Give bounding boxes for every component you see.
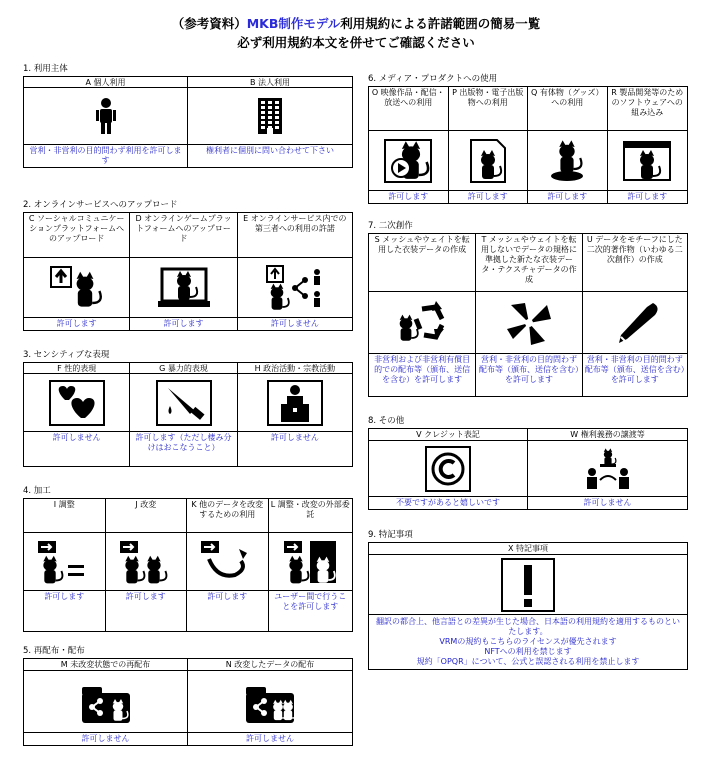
permission-cell — [528, 87, 608, 203]
pen-icon — [607, 299, 663, 347]
title-line-1 — [0, 14, 712, 33]
section-label: 3. センシティブな表現 — [23, 350, 110, 360]
pictogram — [24, 258, 129, 318]
section-table — [23, 212, 353, 331]
pictogram — [369, 292, 475, 354]
permission-status: ユーザー間で行うことを許可します — [274, 592, 347, 611]
permission-cell — [24, 213, 130, 330]
permission-cell — [238, 363, 352, 466]
cell-header: W 権利義務の譲渡等 — [528, 429, 687, 441]
outsource-icon — [282, 539, 338, 585]
title-suffix: 利用規約による許諾範囲の簡易一覧 — [340, 16, 541, 31]
cell-header: U データをモチーフにした二次的著作物（いわゆる二次創作）の作成 — [583, 234, 687, 292]
pictogram — [269, 533, 352, 591]
permission-cell — [476, 234, 582, 396]
redistribute-icon — [78, 679, 134, 725]
pictogram — [583, 292, 687, 354]
permission-cell — [106, 499, 188, 631]
pictogram — [130, 258, 236, 318]
person-icon — [89, 96, 123, 136]
section-label: 1. 利用主体 — [23, 64, 68, 74]
permission-status: 許可します — [467, 192, 508, 201]
fan-icon — [501, 299, 557, 347]
permission-status: 権利者に個別に問い合わせて下さい — [206, 146, 334, 155]
adjust-icon — [36, 539, 92, 585]
pictogram — [188, 671, 352, 733]
permission-status: 許可します — [547, 192, 588, 201]
permission-status: 許可します（ただし棲み分けはおこなうこと） — [135, 433, 232, 452]
cell-header: M 未改変状態での再配布 — [24, 659, 187, 671]
pictogram — [24, 671, 187, 733]
share-users-icon — [265, 264, 325, 312]
permission-cell — [449, 87, 529, 203]
permission-cell — [369, 429, 528, 509]
cell-header: N 改変したデータの配布 — [188, 659, 352, 671]
publication-icon — [463, 138, 513, 184]
section-table — [23, 658, 353, 746]
modify-icon — [118, 539, 174, 585]
cell-header: J 改変 — [106, 499, 187, 533]
permission-cell — [24, 363, 130, 466]
permission-status: 営利・非営利の目的問わず配布等（頒布、送信を含む）を許可します — [584, 355, 685, 384]
pictogram — [369, 441, 527, 497]
permission-status: 不要ですがあると嬉しいです — [396, 498, 500, 507]
notes-list — [369, 615, 687, 669]
section-label: 9. 特記事項 — [368, 530, 413, 540]
section-label: 5. 再配布・配布 — [23, 646, 85, 656]
building-icon — [253, 96, 287, 136]
permission-status: 営利・非営利の目的問わず配布等（頒布、送信を含む）を許可します — [478, 355, 579, 384]
pictogram — [130, 374, 236, 432]
cell-header: L 調整・改変の外部委託 — [269, 499, 352, 533]
section-table — [23, 498, 353, 632]
cell-header: C ソーシャルコミュニケーションプラットフォームへのアップロード — [24, 213, 129, 258]
section-table — [368, 233, 688, 397]
permission-cell — [369, 234, 476, 396]
pictogram — [476, 292, 581, 354]
cell-header: H 政治活動・宗教活動 — [238, 363, 352, 374]
transfer-icon — [580, 446, 636, 492]
section-table — [23, 76, 353, 168]
pictogram — [238, 258, 352, 318]
pictogram — [187, 533, 268, 591]
pictogram — [369, 131, 448, 191]
cell-header: S メッシュやウェイトを転用した衣装データの作成 — [369, 234, 475, 292]
permission-status: 許可します — [207, 592, 248, 601]
pictogram — [24, 533, 105, 591]
permission-status: 許可しません — [246, 734, 294, 743]
copyright-icon — [425, 446, 471, 492]
permission-cell — [238, 213, 352, 330]
permission-status: 許可します — [163, 319, 204, 328]
cell-header: K 他のデータを改変するための利用 — [187, 499, 268, 533]
pictogram — [24, 88, 187, 145]
cell-header: B 法人利用 — [188, 77, 352, 88]
permission-cell — [130, 213, 237, 330]
permission-status: 許可しません — [270, 433, 319, 442]
permission-cell — [187, 499, 269, 631]
knife-icon — [156, 380, 212, 426]
cell-header: X 特記事項 — [369, 543, 687, 555]
cell-header: A 個人利用 — [24, 77, 187, 88]
permission-cell — [130, 363, 237, 466]
cell-header: V クレジット表記 — [369, 429, 527, 441]
cell-header: O 映像作品・配信・放送への利用 — [369, 87, 448, 131]
section-table — [368, 86, 688, 204]
pictogram — [188, 88, 352, 145]
pictogram — [369, 555, 687, 615]
cell-header: R 製品開発等のためのソフトウェアへの組み込み — [608, 87, 688, 131]
game-screen-icon — [156, 265, 212, 311]
pictogram — [528, 131, 607, 191]
permission-cell — [24, 77, 188, 167]
permission-cell — [528, 429, 687, 509]
note-line: NFTへの利用を禁じます — [484, 647, 572, 656]
permission-cell — [188, 77, 352, 167]
cell-header: Q 有体物（グッズ）への利用 — [528, 87, 607, 131]
title-line-2: 必ず利用規約本文を併せてご確認ください — [237, 35, 475, 50]
cell-header: D オンラインゲームプラットフォームへのアップロード — [130, 213, 236, 258]
pictogram — [528, 441, 687, 497]
section-label: 4. 加工 — [23, 486, 51, 496]
section-label: 6. メディア・プロダクトへの使用 — [368, 74, 498, 84]
section-label: 2. オンラインサービスへのアップロード — [23, 200, 178, 210]
cell-header: P 出版物・電子出版物への利用 — [449, 87, 528, 131]
permission-status: 許可しません — [52, 433, 101, 442]
parts-icon — [199, 539, 255, 585]
section-label: 8. その他 — [368, 416, 405, 426]
document-title — [0, 14, 712, 52]
title-brand: MKB制作モデル — [246, 16, 341, 31]
permission-cell — [608, 87, 688, 203]
permission-cell — [188, 659, 352, 745]
figure-icon — [542, 138, 592, 184]
permission-status: 非営利および非営利有償目的での配布等（頒布、送信を含む）を許可します — [374, 355, 471, 384]
note-line: VRMの規約もこちらのライセンスが優先されます — [439, 637, 617, 646]
permission-cell — [24, 659, 188, 745]
cell-header: F 性的表現 — [24, 363, 129, 374]
video-icon — [383, 138, 433, 184]
permission-status: 許可しません — [270, 319, 319, 328]
permission-cell — [583, 234, 687, 396]
podium-icon — [267, 380, 323, 426]
pictogram — [106, 533, 187, 591]
permission-status: 許可します — [125, 592, 166, 601]
permission-cell — [269, 499, 352, 631]
permission-status: 許可しません — [583, 498, 632, 507]
software-icon — [622, 138, 672, 184]
special-notes-cell — [369, 543, 687, 669]
section-table — [23, 362, 353, 467]
permission-status: 許可しません — [81, 734, 130, 743]
permission-status: 許可します — [56, 319, 97, 328]
permission-status: 許可します — [44, 592, 85, 601]
section-table — [368, 542, 688, 670]
cell-header: E オンラインサービス内での第三者への利用の許諾 — [238, 213, 352, 258]
pictogram — [608, 131, 688, 191]
hearts-icon — [49, 380, 105, 426]
cell-header: I 調整 — [24, 499, 105, 533]
recycle-icon — [392, 299, 452, 347]
note-line: 規約「OPQR」について、公式と誤認される利用を禁止します — [416, 657, 640, 666]
permission-status: 許可します — [388, 192, 429, 201]
permission-cell — [369, 87, 449, 203]
note-line: 翻訳の都合上、他言語との差異が生じた場合、日本語の利用規約を適用するものといたします。 — [376, 617, 680, 636]
upload-avatar-icon — [49, 265, 105, 311]
pictogram — [449, 131, 528, 191]
exclamation-icon — [500, 557, 556, 613]
distribute-modified-icon — [242, 679, 298, 725]
cell-header: T メッシュやウェイトを転用しないでデータの規格に準拠した新たな衣装データ・テクスチャデータの作成 — [476, 234, 581, 292]
permission-cell — [24, 499, 106, 631]
pictogram — [24, 374, 129, 432]
section-table — [368, 428, 688, 510]
permission-status: 営利・非営利の目的問わず利用を許可します — [29, 146, 182, 165]
permission-status: 許可します — [627, 192, 668, 201]
cell-header: G 暴力的表現 — [130, 363, 236, 374]
section-label: 7. 二次創作 — [368, 221, 413, 231]
title-prefix: （参考資料） — [171, 16, 247, 31]
pictogram — [238, 374, 352, 432]
